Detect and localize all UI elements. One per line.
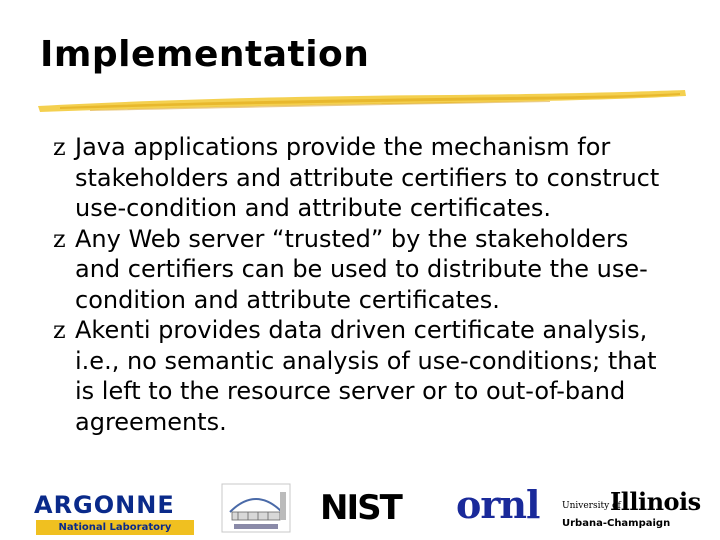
argonne-logo [34, 492, 196, 536]
ornl-logo-text: ornl [456, 482, 540, 527]
nist-logo-text: NIST [320, 488, 401, 528]
nist-logo [320, 486, 430, 530]
argonne-logo-subtitle: National Laboratory [36, 520, 194, 535]
title-brush-underline [30, 86, 690, 116]
bullet-line: agreements. [75, 407, 227, 436]
illinois-logo-name: Illinois [610, 487, 701, 516]
illinois-logo [560, 487, 701, 534]
bullet-item [53, 315, 706, 437]
illinois-logo-campus: Urbana-Champaign [562, 518, 671, 529]
bullet-line: condition and attribute certificates. [75, 285, 500, 314]
argonne-logo-name: ARGONNE [34, 491, 175, 519]
bullet-list [53, 132, 706, 437]
bullet-line: stakeholders and attribute certifiers to construct [75, 163, 660, 192]
bullet-icon: z [53, 224, 66, 253]
bullet-line: Any Web server “trusted” by the stakeholders [75, 224, 629, 253]
bullet-line: and certifiers can be used to distribute the use- [75, 255, 648, 283]
bullet-line: is left to the resource server or to out-of-band [75, 377, 626, 405]
bullet-icon: z [53, 316, 66, 344]
bullet-line: use-condition and attribute certificates. [75, 194, 552, 222]
bullet-item [53, 224, 706, 316]
bullet-line: Akenti provides data driven certificate analysis, [75, 316, 648, 344]
logo-bar [0, 478, 720, 540]
ornl-logo [456, 482, 544, 532]
bullet-item [53, 132, 706, 224]
illinois-logo-university: University of [562, 501, 621, 511]
berkeley-lab-logo [220, 482, 292, 534]
bullet-line: i.e., no semantic analysis of use-conditions; that [75, 346, 657, 375]
slide-title: Implementation [40, 34, 370, 75]
bullet-icon: z [53, 133, 66, 161]
bullet-line: Java applications provide the mechanism for [75, 133, 611, 161]
